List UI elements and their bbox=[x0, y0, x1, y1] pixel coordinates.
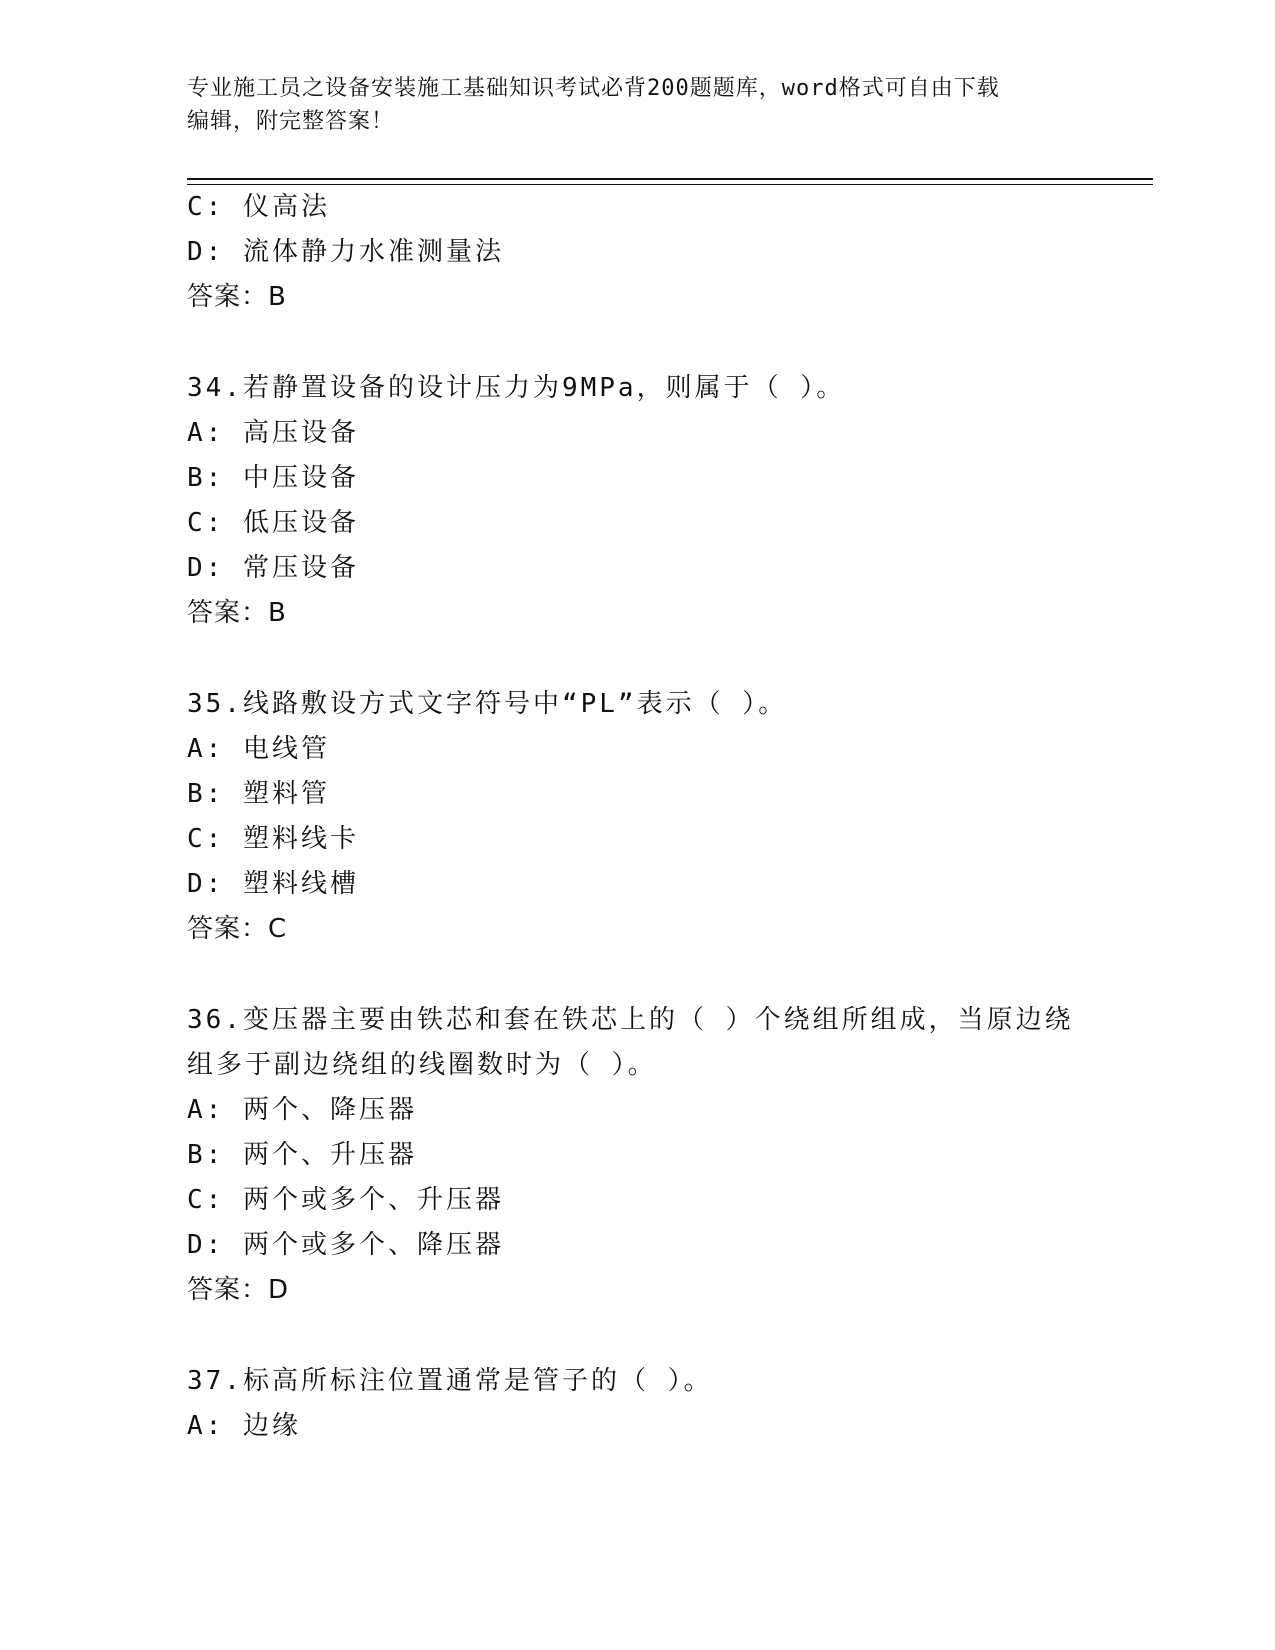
option-a: A: 两个、降压器 bbox=[187, 1095, 417, 1125]
answer-line: 答案：C bbox=[187, 914, 288, 944]
question-stem: 35.线路敷设方式文字符号中“PL”表示（ ）。 bbox=[187, 689, 788, 719]
option-c: C: 塑料线卡 bbox=[187, 824, 359, 854]
option-b: B: 塑料管 bbox=[187, 779, 330, 809]
option-d: D: 塑料线槽 bbox=[187, 869, 359, 899]
option-d: D: 常压设备 bbox=[187, 553, 359, 583]
option-b: B: 两个、升压器 bbox=[187, 1140, 417, 1170]
header-divider-thin bbox=[187, 184, 1153, 185]
answer-line: 答案：B bbox=[187, 282, 287, 312]
option-d: D: 两个或多个、降压器 bbox=[187, 1230, 504, 1260]
answer-line: 答案：D bbox=[187, 1275, 290, 1305]
answer-line: 答案：B bbox=[187, 598, 287, 628]
question-stem-continued: 组多于副边绕组的线圈数时为（ ）。 bbox=[187, 1050, 657, 1080]
option-c: C: 仪高法 bbox=[187, 192, 330, 222]
option-c: C: 两个或多个、升压器 bbox=[187, 1185, 504, 1215]
option-a: A: 高压设备 bbox=[187, 418, 359, 448]
option-c: C: 低压设备 bbox=[187, 508, 359, 538]
option-b: B: 中压设备 bbox=[187, 463, 359, 493]
question-stem: 36.变压器主要由铁芯和套在铁芯上的（ ）个绕组所组成，当原边绕 bbox=[187, 1005, 1074, 1035]
header-divider-thick bbox=[187, 178, 1153, 180]
header-line-1: 专业施工员之设备安装施工基础知识考试必背200题题库，word格式可自由下载 bbox=[187, 76, 1000, 101]
option-d: D: 流体静力水准测量法 bbox=[187, 237, 504, 267]
question-stem: 37.标高所标注位置通常是管子的（ ）。 bbox=[187, 1366, 713, 1396]
option-a: A: 边缘 bbox=[187, 1411, 301, 1441]
question-stem: 34.若静置设备的设计压力为9MPa，则属于（ ）。 bbox=[187, 373, 846, 403]
document-header bbox=[187, 72, 1067, 138]
header-line-2: 编辑，附完整答案！ bbox=[187, 109, 395, 134]
option-a: A: 电线管 bbox=[187, 734, 330, 764]
